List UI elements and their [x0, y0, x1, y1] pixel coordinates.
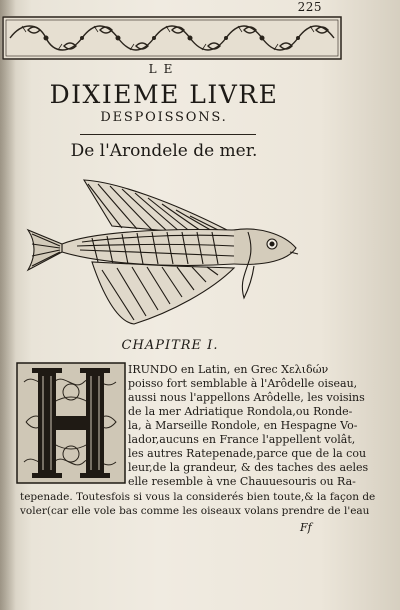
body-line-6: lador,aucuns en France l'appellent volât,: [128, 433, 356, 446]
heading-line-1: LE: [148, 62, 180, 76]
body-line-8: leur,de la grandeur, & des taches des aeles: [128, 461, 369, 474]
body-line-9: elle resemble à vne Chauuesouris ou Ra-: [128, 475, 356, 488]
heading-line-3: DESPOISSONS.: [100, 110, 228, 125]
body-line-4: de la mer Adriatique Rondola,ou Ronde-: [128, 405, 353, 418]
chapter-title: CHAPITRE I.: [121, 338, 219, 353]
decorated-initial-H: [16, 362, 126, 484]
body-line-7: les autres Ratepenade,parce que de la cou: [128, 447, 367, 460]
page-number: 225: [297, 0, 322, 14]
body-line-2: poisso fort semblable à l'Arôdelle oiseau,: [128, 377, 358, 390]
body-line-11: voler(car elle vole bas comme les oiseaux volans prendre de l'eau: [20, 505, 370, 517]
flying-fish-woodcut: [22, 172, 302, 332]
body-line-3: aussi nous l'appellons Arôdelle, les voisins: [128, 391, 365, 404]
body-line-10: tepenade. Toutesfois si vous la considerés bien toute,& la façon de: [20, 491, 376, 503]
body-line-1: IRUNDO en Latin, en Grec Χελιδών: [128, 363, 329, 376]
ornamental-headband: [2, 16, 342, 60]
catchword: Ff: [300, 521, 312, 534]
section-title: De l'Arondele de mer.: [70, 141, 258, 161]
heading-divider: [80, 134, 256, 135]
body-line-5: la, à Marseille Rondole, en Hespagne Vo-: [128, 419, 358, 432]
heading-line-2: DIXIEME LIVRE: [49, 80, 279, 109]
